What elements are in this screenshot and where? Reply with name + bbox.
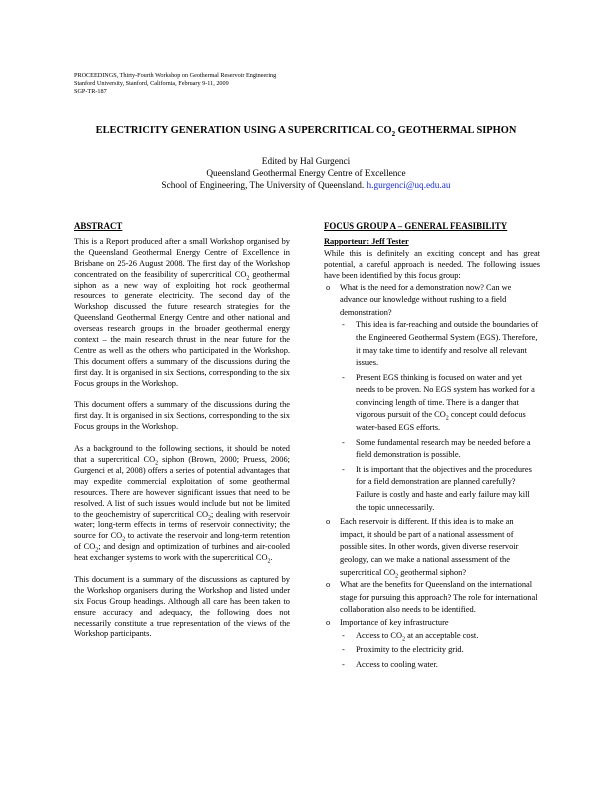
dash-icon: -: [342, 659, 345, 669]
list-item: - Some fundamental research may be needed before a field demonstration is possible.: [342, 437, 531, 460]
list-item: - This idea is far-reaching and outside the boundaries of the Engineered Geothermal System (EGS). Therefore, it may take time to identify and resolve all relevant issues.: [342, 320, 539, 368]
bullet-icon: o: [326, 282, 331, 292]
dash-icon: -: [342, 320, 345, 330]
bullet-icon: o: [326, 517, 331, 527]
abstract-paragraph-4: This document is a summary of the discussions as captured by the Workshop organisers during the Workshop and listed under six Focus Group headings. Although all care has been taken to ensure accuracy and adequacy, the following does not necessarily constitute a true representation of the views of the Workshop participants.: [74, 574, 290, 639]
list-item: - Proximity to the electricity grid.: [340, 644, 540, 657]
bullet-icon: o: [326, 617, 331, 627]
abstract-paragraph-2: This document offers a summary of the discussions during the first day. It is organised in six Sections, corresponding to the six Focus groups in the Workshop.: [74, 400, 290, 432]
author-block: [0, 156, 612, 193]
paper-title: [0, 125, 612, 139]
left-column: [74, 221, 290, 640]
proceedings-header: [74, 72, 276, 95]
list-item: - Present EGS thinking is focused on water and yet needs to be proven. No EGS system has worked for a convincing length of time. There is a danger that vigorous pursuit of the $CO_2$ concept could defocus water-based EGS efforts.: [342, 372, 535, 433]
focus-group-a-heading: FOCUS GROUP A – GENERAL FEASIBILITY: [324, 221, 508, 231]
abstract-paragraph-1: This is a Report produced after a small Workshop organised by the Queensland Geothermal Energy Centre of Excellence in Brisbane on 25-26 August 2008. The first day of the Workshop concentrated on the feasibility of supercritical $CO_2$ geothermal siphon as a new way of exploiting hot rock geothermal resources to generate electricity. The second day of the Workshop discussed the future research strategies for the Queensland Geothermal Energy Centre and other national and overseas research groups in the broader geothermal energy context – the main research thrust in the near future for the Centre as well as the others who participated in the Workshop. This document offers a summary of the discussions during the first day. It is organised in six Sections, corresponding to the six Focus groups in the Workshop.: [74, 236, 290, 388]
dash-icon: -: [342, 464, 345, 474]
list-item: o Each reservoir is different. If this idea is to make an impact, it should be part of a national assessment of possible sites. In other words, given diverse reservoir geology, can we make a national assessment of the supercritical $CO_2$ geothermal siphon?: [326, 517, 519, 580]
list-item: o Importance of key infrastructure - Access to $CO_2$ at an acceptable cost. - Proximity to the electricity grid. - Access to cooling water.: [324, 617, 540, 671]
list-item: - It is important that the objectives and the procedures for a field demonstration are planned carefully? Failure is costly and haste and early failure may kill the topic unnecessarily.: [342, 464, 532, 512]
list-item: - Access to $CO_2$ at an acceptable cost.: [342, 630, 479, 643]
dash-icon: -: [342, 437, 345, 447]
header-line-3: SGP-TR-187: [74, 87, 107, 95]
header-line-2: Stanford University, Stanford, California, February 9-11, 2009: [74, 79, 229, 87]
affiliation-2-text: School of Engineering, The University of Queensland.: [161, 181, 367, 192]
dash-icon: -: [342, 645, 345, 655]
dash-icon: -: [342, 630, 345, 640]
list-item: - Access to cooling water.: [340, 659, 540, 672]
abstract-paragraph-3: As a background to the following sections, it should be noted that a supercritical $CO_2$ siphon (Brown, 2000; Pruess, 2006; Gurgenci et al, 2008) offers a series of potential advantages that may expedite commercial exploitation of some geothermal resources. There are however significant issues that need to be resolved. A list of such issues would include but not be limited to the geochemistry of supercritical $CO_2$; dealing with reservoir water; long-term effects in terms of reservoir connectivity; the source for $CO_2$ to activate the reservoir and long-term retention of $CO_2$; and design and optimization of turbines and air-cooled heat exchanger systems to work with the supercritical $CO_2$.: [74, 444, 290, 565]
sub-list: [340, 630, 540, 672]
rapporteur-line: Rapporteur: Jeff Tester: [324, 236, 409, 246]
sub-list: [340, 319, 540, 514]
title-subscript: 2: [391, 130, 396, 139]
dash-icon: -: [342, 372, 345, 382]
title-part-1: ELECTRICITY GENERATION USING A SUPERCRITICAL CO: [95, 125, 392, 136]
editor-line: Edited by Hal Gurgenci: [261, 157, 351, 167]
header-line-1: PROCEEDINGS, Thirty-Fourth Workshop on Geothermal Reservoir Engineering: [74, 72, 277, 79]
affiliation-2: [0, 180, 612, 192]
issue-list: [324, 282, 540, 672]
bullet-icon: o: [326, 580, 331, 590]
right-column: [324, 221, 540, 673]
list-item: o What is the need for a demonstration now? Can we advance our knowledge without rushing to a field demonstration? - This idea is far-reaching and outside the boundaries of the Engineered Geothermal System (EGS). Therefore, it may take time to identify and resolve all relevant issues. - Present EGS thinking is focused on water and yet needs to be proven. No EGS system has worked for a convincing length of time. There is a danger that vigorous pursuit of the $CO_2$ concept could defocus water-based EGS efforts. - Some fundamental research may be needed before a field demonstration is possible. - It is important that the objectives and the procedures for a field demonstration are planned carefully? Failure is costly and haste and early failure may kill the topic unnecessarily.: [324, 282, 540, 515]
focus-intro: While this is definitely an exciting concept and has great potential, a careful approach is needed. The following issues have been identified by this focus group:: [324, 248, 540, 280]
email-link[interactable]: h.gurgenci@uq.edu.au: [366, 181, 451, 192]
list-item: o What are the benefits for Queensland on the international stage for pursuing this approach? The role for international collaboration also needs to be identified.: [326, 580, 538, 615]
title-part-2: GEOTHERMAL SIPHON: [395, 125, 517, 136]
affiliation-1: Queensland Geothermal Energy Centre of Excellence: [206, 169, 406, 180]
abstract-heading: ABSTRACT: [74, 221, 123, 231]
